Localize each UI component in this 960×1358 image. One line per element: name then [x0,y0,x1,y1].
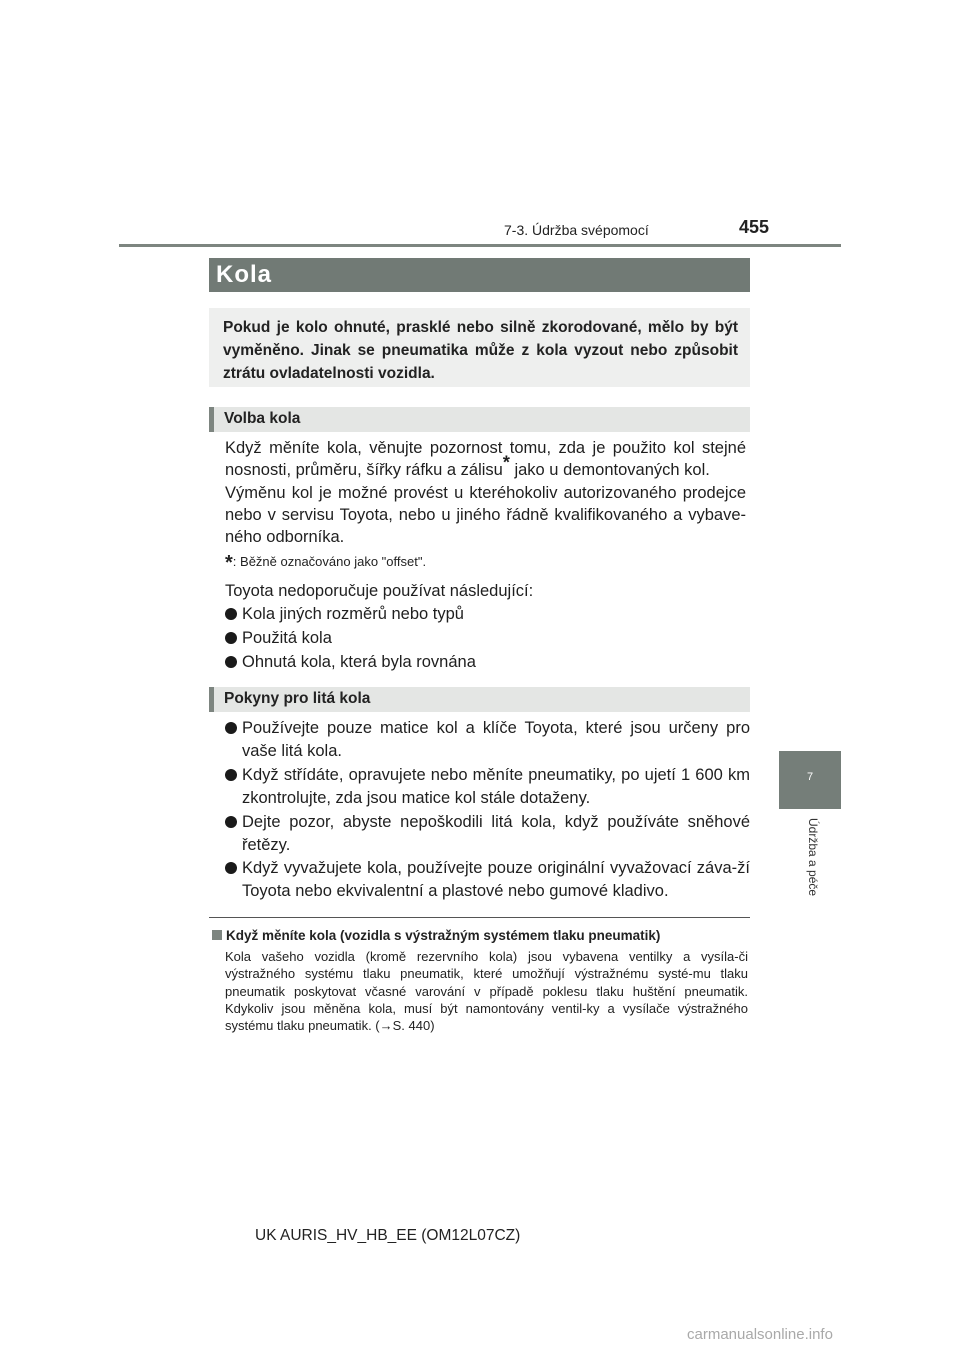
chapter-label: Údržba a péče [806,818,820,897]
list-item-text: Ohnutá kola, která byla rovnána [242,653,476,671]
watermark: carmanualsonline.info [687,1326,833,1343]
note-heading [212,928,660,943]
bullet-icon [225,816,237,828]
subheading-text: Pokyny pro litá kola [224,690,371,707]
footnote-marker: * [502,452,510,473]
list-item-text: Používejte pouze matice kol a klíče Toyota, které jsou určeny pro vaše litá kola. [242,719,750,760]
section-title: 7-3. Údržba svépomocí [504,222,649,238]
footnote-text: : Běžně označováno jako "offset". [232,554,427,569]
chapter-number: 7 [806,771,814,783]
lead-text: Toyota nedoporučuje používat následující: [225,582,534,600]
note-heading-text: Když měníte kola (vozidla s výstražným systémem tlaku pneumatik) [226,928,661,943]
list-item [225,651,750,674]
footer-model-code: UK AURIS_HV_HB_EE (OM12L07CZ) [255,1227,521,1244]
note-text: Kola vašeho vozidla (kromě rezervního kola) jsou vybavena ventilky a vysíla-či výstražného systému tlaku pneumatik, které umožňují výstražnému systé-mu tlaku pneumatik poskytovat včasné varování v případě poklesu tlaku huštění pneumatik. Kdykoliv jsou měněna kola, musí být namontovány ventil-ky a vysílače výstražného systému tlaku pneumatik. (→S. 440) [225,949,748,1034]
list-item [225,764,750,810]
list-item [225,857,750,903]
bullet-icon [225,632,237,644]
list-item-text: Kola jiných rozměrů nebo typů [242,605,464,623]
paragraph-wheel-selection [225,437,746,481]
paragraph-text: Když měníte kola, věnujte pozornost tomu, zda je použito kol stejné nosnosti, průměru, šířky ráfku a zálisu [225,439,746,479]
subheading-wheel-selection [209,407,750,432]
bullet-icon [225,722,237,734]
bullet-icon [225,608,237,620]
list-item [225,627,750,650]
list-item [225,603,750,626]
bullet-icon [225,862,237,874]
note-divider [209,917,750,918]
subheading-text: Volba kola [224,410,301,427]
paragraph-text: jako u demontovaných kol. [509,461,710,479]
bullet-icon [225,656,237,668]
list-item-text: Dejte pozor, abyste nepoškodili litá kola, když používáte sněhové řetězy. [242,813,750,854]
list-item-text: Použitá kola [242,629,332,647]
list-item [225,811,750,857]
list-item-text: Když vyvažujete kola, používejte pouze originální vyvažovací záva-ží Toyota nebo ekvivalentní a plastové nebo gumové kladivo. [242,859,750,900]
title-bar [209,258,750,292]
footnote [225,552,426,575]
list-item [225,717,750,763]
paragraph-replacement: Výměnu kol je možné provést u kteréhokoliv autorizovaného prodejce nebo v servisu Toyota, nebo u jiného řádně kvalifikovaného a vybave-ného odborníka. [225,484,746,546]
subheading-alloy-wheels [209,687,750,712]
header-rule [119,244,841,247]
page-number: 455 [739,217,770,237]
page-title: Kola [216,261,273,288]
list-item-text: Když střídáte, opravujete nebo měníte pneumatiky, po ujetí 1 600 km zkontrolujte, zda jsou matice kol stále dotaženy. [242,766,750,807]
intro-box: Pokud je kolo ohnuté, prasklé nebo silně zkorodované, mělo by být vyměněno. Jinak se pneumatika může z kola vyzout nebo způsobit ztrátu ovladatelnosti vozidla. [209,308,750,387]
bullet-icon [225,769,237,781]
square-bullet-icon [212,930,222,940]
footnote-marker: * [225,552,233,574]
